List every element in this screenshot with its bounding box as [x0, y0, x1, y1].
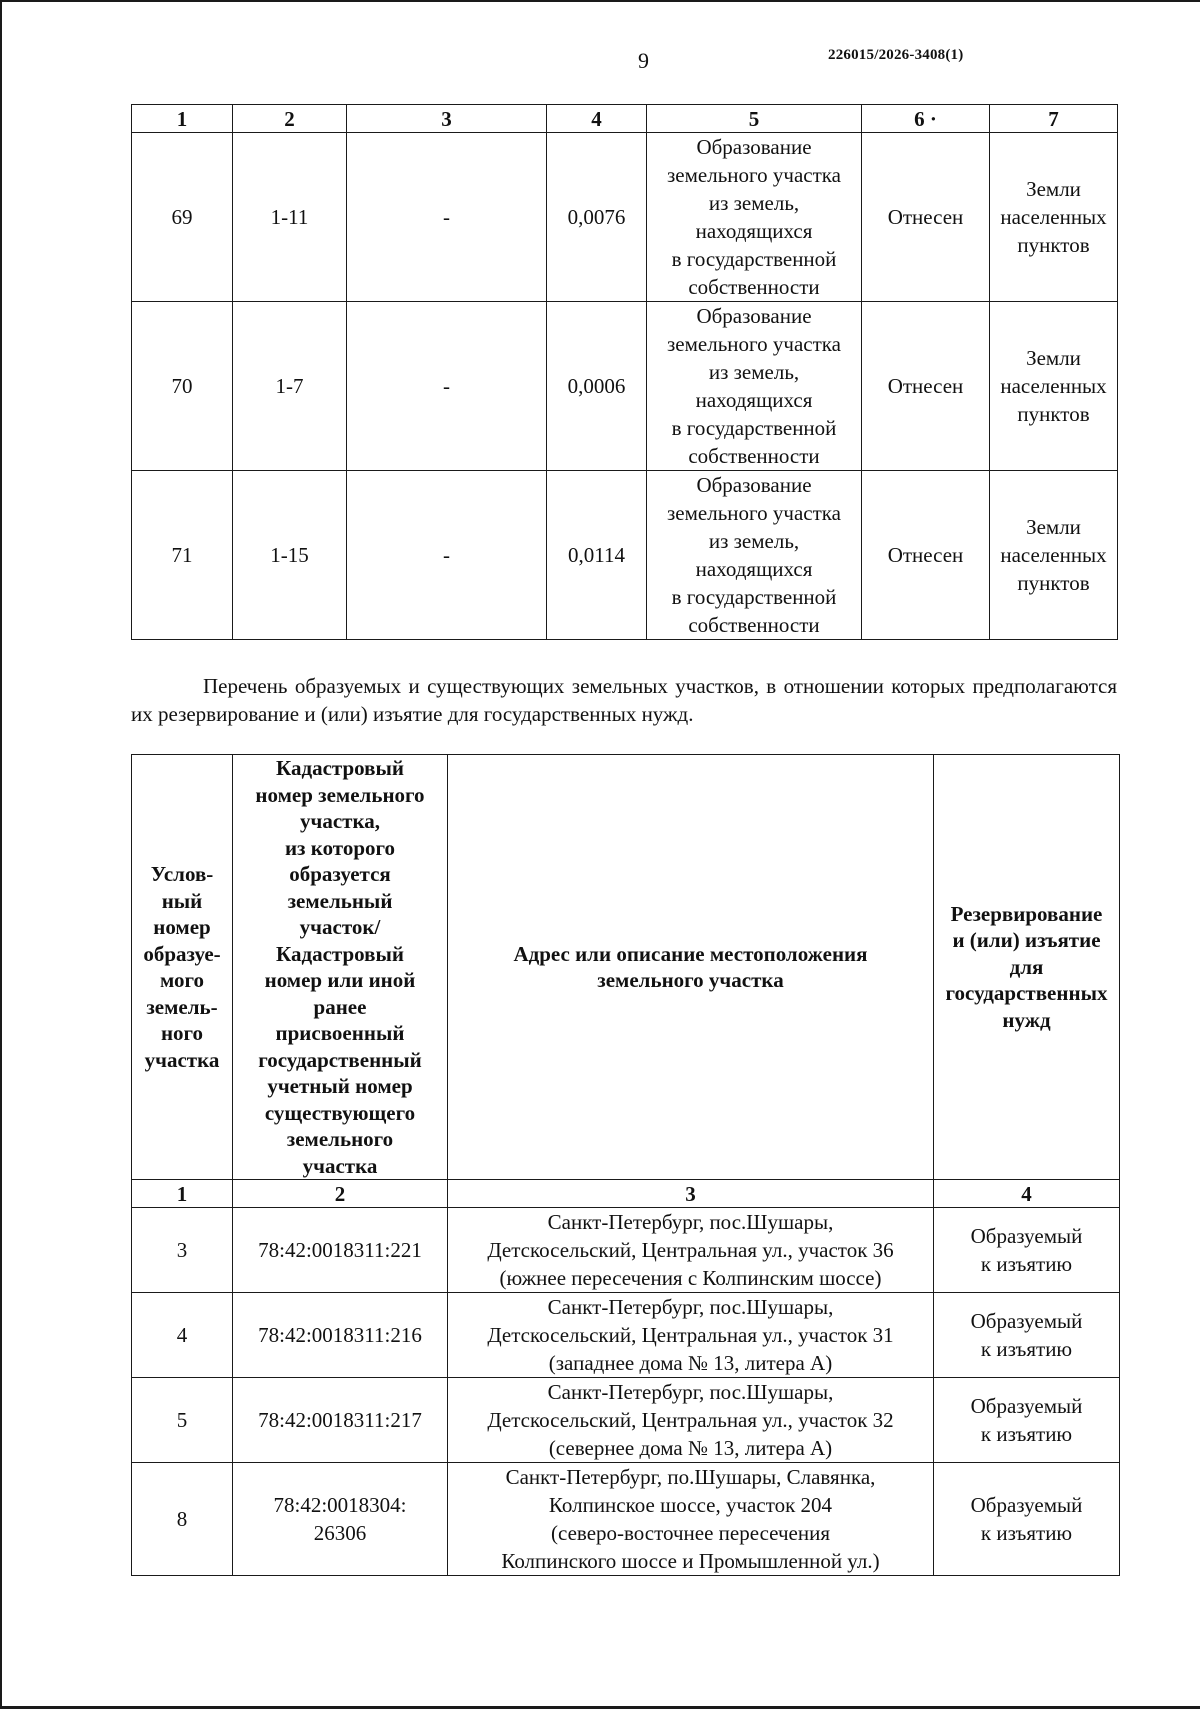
land-category-cell: Земли населенных пунктов	[990, 302, 1118, 471]
header-plot-number: Услов- ный номер образуе- мого земель- ного участка	[132, 755, 233, 1180]
document-code: 226015/2026-3408(1)	[828, 47, 964, 63]
reservation-cell: Образуемый к изъятию	[934, 1208, 1120, 1293]
cadastral-number-cell: 78:42:0018311:217	[233, 1378, 448, 1463]
plot-number-cell: 71	[132, 471, 233, 640]
column-number: 4	[934, 1180, 1120, 1208]
table-row	[132, 133, 1118, 302]
source-cell: 1-7	[233, 302, 347, 471]
formation-method-cell: Образование земельного участка из земель, находящихся в государственной собственности	[647, 471, 862, 640]
table-header-row	[132, 755, 1120, 1180]
existing-plot-cell: -	[347, 471, 547, 640]
column-number-row	[132, 1180, 1120, 1208]
column-number: 4	[547, 105, 647, 133]
address-cell: Санкт-Петербург, по.Шушары, Славянка, Колпинское шоссе, участок 204 (северо-восточнее пересечения Колпинского шоссе и Промышленной ул.)	[448, 1463, 934, 1576]
table-row	[132, 471, 1118, 640]
cadastral-number-cell: 78:42:0018304: 26306	[233, 1463, 448, 1576]
column-number: 7	[990, 105, 1118, 133]
status-cell: Отнесен	[862, 471, 990, 640]
scan-border-top	[0, 0, 1200, 2]
header-reservation: Резервирование и (или) изъятие для государственных нужд	[934, 755, 1120, 1180]
formation-method-cell: Образование земельного участка из земель, находящихся в государственной собственности	[647, 133, 862, 302]
intro-paragraph: Перечень образуемых и существующих земельных участков, в отношении которых предполагаются их резервирование и (или) изъятие для государственных нужд.	[131, 674, 1117, 726]
table-row	[132, 1293, 1120, 1378]
column-number: 5	[647, 105, 862, 133]
reservation-cell: Образуемый к изъятию	[934, 1378, 1120, 1463]
area-cell: 0,0006	[547, 302, 647, 471]
table-header-row	[132, 105, 1118, 133]
header-cadastral-number: Кадастровый номер земельного участка, из которого образуется земельный участок/ Кадастровый номер или иной ранее присвоенный государственный учетный номер существующего земельного участка	[233, 755, 448, 1180]
existing-plot-cell: -	[347, 302, 547, 471]
plot-number-cell: 4	[132, 1293, 233, 1378]
land-plots-table	[131, 104, 1118, 640]
land-category-cell: Земли населенных пунктов	[990, 471, 1118, 640]
existing-plot-cell: -	[347, 133, 547, 302]
land-category-cell: Земли населенных пунктов	[990, 133, 1118, 302]
status-cell: Отнесен	[862, 133, 990, 302]
header-address: Адрес или описание местоположения земельного участка	[448, 755, 934, 1180]
table-row	[132, 1378, 1120, 1463]
address-cell: Санкт-Петербург, пос.Шушары, Детскосельский, Центральная ул., участок 32 (севернее дома № 13, литера А)	[448, 1378, 934, 1463]
table-row	[132, 1463, 1120, 1576]
area-cell: 0,0076	[547, 133, 647, 302]
scan-border-left	[0, 0, 2, 1709]
column-number: 3	[448, 1180, 934, 1208]
address-cell: Санкт-Петербург, пос.Шушары, Детскосельский, Центральная ул., участок 36 (южнее пересечения с Колпинским шоссе)	[448, 1208, 934, 1293]
plot-number-cell: 3	[132, 1208, 233, 1293]
plot-number-cell: 69	[132, 133, 233, 302]
reservation-cell: Образуемый к изъятию	[934, 1463, 1120, 1576]
formation-method-cell: Образование земельного участка из земель, находящихся в государственной собственности	[647, 302, 862, 471]
source-cell: 1-11	[233, 133, 347, 302]
column-number: 2	[233, 105, 347, 133]
address-cell: Санкт-Петербург, пос.Шушары, Детскосельский, Центральная ул., участок 31 (западнее дома № 13, литера А)	[448, 1293, 934, 1378]
area-cell: 0,0114	[547, 471, 647, 640]
column-number: 6 ·	[862, 105, 990, 133]
plot-number-cell: 8	[132, 1463, 233, 1576]
column-number: 3	[347, 105, 547, 133]
cadastral-number-cell: 78:42:0018311:216	[233, 1293, 448, 1378]
page-number: 9	[638, 48, 649, 73]
cadastral-number-cell: 78:42:0018311:221	[233, 1208, 448, 1293]
reservation-cell: Образуемый к изъятию	[934, 1293, 1120, 1378]
plot-number-cell: 70	[132, 302, 233, 471]
column-number: 1	[132, 105, 233, 133]
table-row	[132, 1208, 1120, 1293]
table-row	[132, 302, 1118, 471]
source-cell: 1-15	[233, 471, 347, 640]
plot-number-cell: 5	[132, 1378, 233, 1463]
column-number: 2	[233, 1180, 448, 1208]
column-number: 1	[132, 1180, 233, 1208]
reservation-table	[131, 754, 1120, 1576]
status-cell: Отнесен	[862, 302, 990, 471]
